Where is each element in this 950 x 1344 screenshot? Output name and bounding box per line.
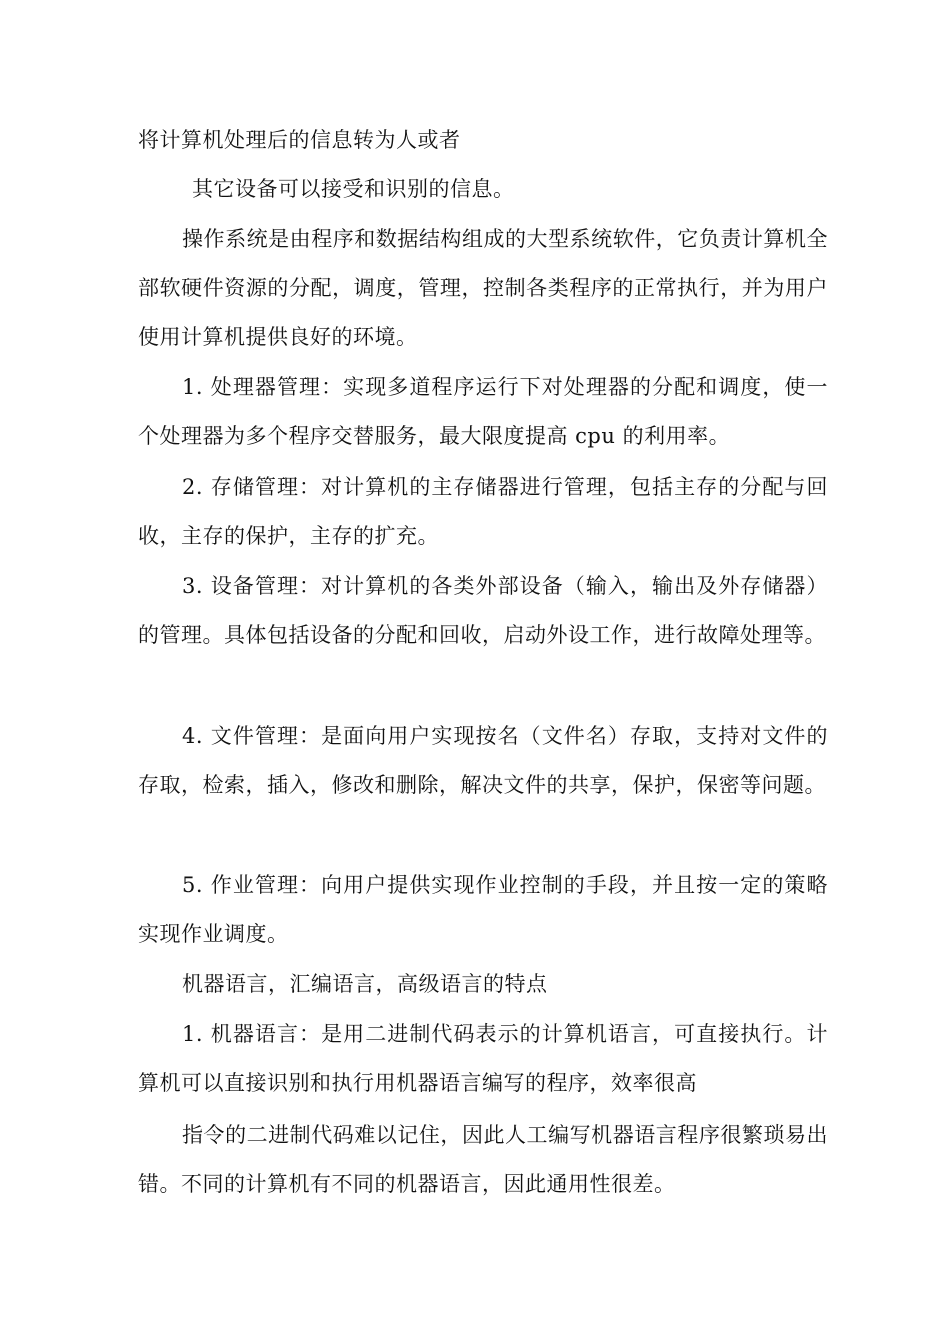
paragraph-7: 4. 文件管理：是面向用户实现按名（文件名）存取，支持对文件的存取，检索，插入，修改和删除，解决文件的共享，保护，保密等问题。 [138,724,828,797]
paragraph-10: 指令的二进制代码难以记住，因此人工编写机器语言程序很繁琐易出错。不同的计算机有不同的机器语言，因此通用性很差。 [138,1123,828,1196]
paragraph-9: 1. 机器语言：是用二进制代码表示的计算机语言，可直接执行。计算机可以直接识别和执行用机器语言编写的程序，效率很高 [138,1022,828,1095]
paragraph-6: 3. 设备管理：对计算机的各类外部设备（输入，输出及外存储器）的管理。具体包括设备的分配和回收，启动外设工作，进行故障处理等。 [138,574,828,647]
paragraph-8: 5. 作业管理：向用户提供实现作业控制的手段，并且按一定的策略实现作业调度。 [138,873,828,946]
paragraph-4: 1. 处理器管理：实现多道程序运行下对处理器的分配和调度，使一个处理器为多个程序交替服务，最大限度提高 cpu 的利用率。 [138,375,828,448]
paragraph-1: 将计算机处理后的信息转为人或者 [138,128,461,152]
paragraph-5: 2. 存储管理：对计算机的主存储器进行管理，包括主存的分配与回收，主存的保护，主存的扩充。 [138,475,828,548]
paragraph-3: 操作系统是由程序和数据结构组成的大型系统软件，它负责计算机全部软硬件资源的分配，调度，管理，控制各类程序的正常执行，并为用户使用计算机提供良好的环境。 [138,227,828,349]
section-heading: 机器语言，汇编语言，高级语言的特点 [182,972,548,996]
paragraph-2: 其它设备可以接受和识别的信息。 [192,177,515,201]
